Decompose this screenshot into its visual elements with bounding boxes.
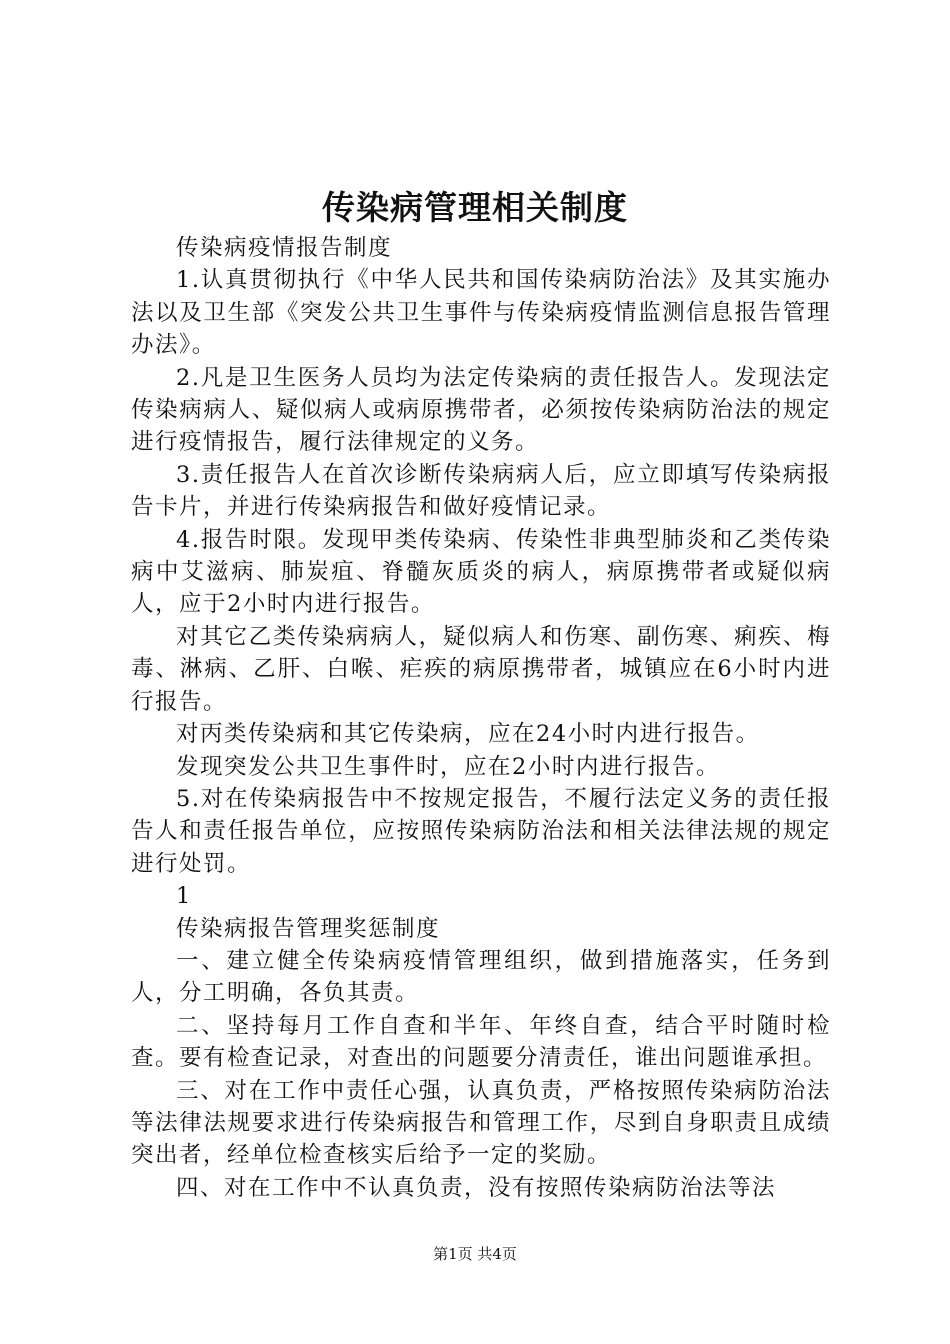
paragraph-item-4-class-c: 对丙类传染病和其它传染病，应在24小时内进行报告。 [176, 721, 760, 748]
document-title: 传染病管理相关制度 [322, 188, 628, 227]
paragraph-item-1: 1.认真贯彻执行《中华人民共和国传染病防治法》及其实施办法以及卫生部《突发公共卫生事件与传染病疫情监测信息报告管理办法》。 [131, 267, 831, 359]
paragraph-item-5: 5.对在传染病报告中不按规定报告，不履行法定义务的责任报告人和责任报告单位，应按照传染病防治法和相关法律法规的规定进行处罚。 [131, 785, 831, 877]
section-heading-reward-penalty: 传染病报告管理奖惩制度 [176, 915, 441, 942]
document-body [131, 232, 831, 1204]
paragraph-rule-2: 二、坚持每月工作自查和半年、年终自查，结合平时随时检查。要有检查记录，对查出的问题要分清责任，谁出问题谁承担。 [131, 1012, 831, 1072]
paragraph-item-4: 4.报告时限。发现甲类传染病、传染性非典型肺炎和乙类传染病中艾滋病、肺炭疽、脊髓灰质炎的病人，病原携带者或疑似病人，应于2小时内进行报告。 [131, 526, 831, 618]
page-footer: 第1页 共4页 [433, 1245, 517, 1263]
paragraph-item-4-class-b: 对其它乙类传染病病人，疑似病人和伤寒、副伤寒、痢疾、梅毒、淋病、乙肝、白喉、疟疾的病原携带者，城镇应在6小时内进行报告。 [131, 623, 831, 715]
paragraph-item-3: 3.责任报告人在首次诊断传染病病人后，应立即填写传染病报告卡片，并进行传染病报告和做好疫情记录。 [131, 461, 831, 521]
paragraph-item-4-emergency: 发现突发公共卫生事件时，应在2小时内进行报告。 [176, 753, 720, 780]
paragraph-rule-4: 四、对在工作中不认真负责，没有按照传染病防治法等法 [176, 1174, 777, 1201]
inline-page-number: 1 [176, 883, 192, 910]
paragraph-rule-3: 三、对在工作中责任心强，认真负责，严格按照传染病防治法等法律法规要求进行传染病报告和管理工作，尽到自身职责且成绩突出者，经单位检查核实后给予一定的奖励。 [131, 1077, 831, 1169]
section-heading-epidemic-report: 传染病疫情报告制度 [176, 235, 393, 261]
paragraph-rule-1: 一、建立健全传染病疫情管理组织，做到措施落实，任务到人，分工明确，各负其责。 [131, 947, 831, 1007]
paragraph-item-2: 2.凡是卫生医务人员均为法定传染病的责任报告人。发现法定传染病病人、疑似病人或病原携带者，必须按传染病防治法的规定进行疫情报告，履行法律规定的义务。 [131, 364, 831, 456]
